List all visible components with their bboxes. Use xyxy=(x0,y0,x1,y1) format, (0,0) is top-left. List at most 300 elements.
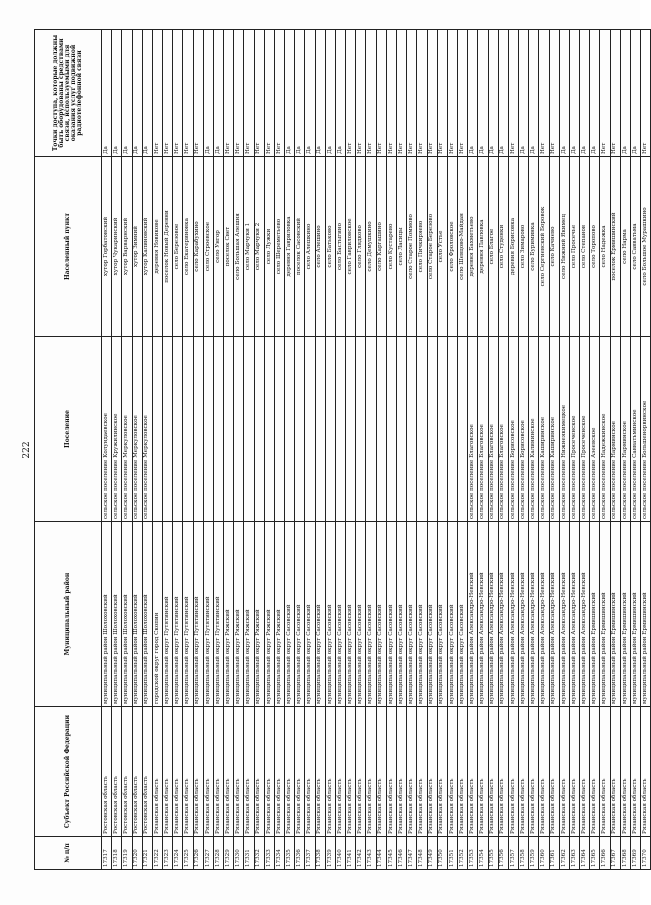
cell-availability: Да xyxy=(580,30,590,157)
cell-locality: деревня Павловка xyxy=(478,157,488,337)
cell-availability: Нет xyxy=(417,30,427,157)
table-row xyxy=(152,30,162,870)
cell-district: муниципальный район Ермишинский xyxy=(590,522,600,707)
cell-subject: Рязанская область xyxy=(600,707,610,837)
cell-settlement: сельское поселение Благовское xyxy=(468,337,478,522)
cell-availability: Да xyxy=(213,30,223,157)
cell-subject: Рязанская область xyxy=(508,707,518,837)
cell-num: 17318 xyxy=(112,837,122,870)
cell-district: муниципальный округ Сасовский xyxy=(427,522,437,707)
cell-district: муниципальный район Шолоховский xyxy=(112,522,122,707)
cell-locality: село Марчуки 2 xyxy=(254,157,264,337)
cell-availability: Нет xyxy=(600,30,610,157)
cell-subject: Рязанская область xyxy=(417,707,427,837)
settlements-table xyxy=(34,29,651,870)
cell-locality: село Глядково xyxy=(356,157,366,337)
cell-subject: Рязанская область xyxy=(234,707,244,837)
table-row xyxy=(620,30,630,870)
cell-locality: село Ласицы xyxy=(396,157,406,337)
cell-num: 17321 xyxy=(142,837,152,870)
table-row xyxy=(356,30,366,870)
table-row xyxy=(580,30,590,870)
cell-settlement: сельское поселение Меркуловское xyxy=(142,337,152,522)
cell-district: муниципальный округ Путятинский xyxy=(203,522,213,707)
cell-locality: поселок Новый Деревни xyxy=(163,157,173,337)
cell-district: муниципальный округ Ряжский xyxy=(224,522,234,707)
cell-district: муниципальный округ Ряжский xyxy=(254,522,264,707)
table-row xyxy=(244,30,254,870)
cell-availability: Да xyxy=(122,30,132,157)
cell-num: 17348 xyxy=(417,837,427,870)
cell-settlement: сельское поселение Борисовское xyxy=(508,337,518,522)
cell-availability: Нет xyxy=(539,30,549,157)
cell-district: муниципальный район Александро-Невский xyxy=(498,522,508,707)
cell-settlement: сельское поселение Каширинское xyxy=(539,337,549,522)
cell-subject: Рязанская область xyxy=(539,707,549,837)
cell-num: 17356 xyxy=(498,837,508,870)
cell-district: муниципальный округ Сасовский xyxy=(305,522,315,707)
cell-district: муниципальный округ Сасовский xyxy=(386,522,396,707)
cell-subject: Рязанская область xyxy=(346,707,356,837)
cell-settlement xyxy=(427,337,437,522)
cell-subject: Рязанская область xyxy=(407,707,417,837)
cell-locality: село Старое Березово xyxy=(427,157,437,337)
cell-locality: село Нижний Якимец xyxy=(559,157,569,337)
cell-locality: село Устье xyxy=(437,157,447,337)
cell-district: муниципальный округ Сасовский xyxy=(396,522,406,707)
cell-availability: Да xyxy=(620,30,630,157)
cell-availability: Да xyxy=(315,30,325,157)
header-availability: Точки доступа, которые должны быть оборудованы средствами связи, используемыми для оказания услуг подвижной радиотелефонной связи xyxy=(35,30,102,157)
cell-district: муниципальный округ Ряжский xyxy=(244,522,254,707)
cell-subject: Рязанская область xyxy=(274,707,284,837)
table-row xyxy=(264,30,274,870)
cell-district: муниципальный округ Путятинский xyxy=(173,522,183,707)
cell-district: муниципальный район Александро-Невский xyxy=(529,522,539,707)
cell-num: 17364 xyxy=(580,837,590,870)
cell-district: муниципальный округ Путятинский xyxy=(183,522,193,707)
table-header-row xyxy=(35,30,102,870)
table-row xyxy=(437,30,447,870)
cell-num: 17333 xyxy=(264,837,274,870)
cell-availability: Нет xyxy=(193,30,203,157)
table-row xyxy=(590,30,600,870)
cell-num: 17317 xyxy=(102,837,112,870)
header-district: Муниципальный район xyxy=(35,522,102,707)
cell-availability: Да xyxy=(590,30,600,157)
cell-district: городской округ город Скопин xyxy=(152,522,162,707)
cell-settlement: сельское поселение Борисовское xyxy=(519,337,529,522)
cell-subject: Рязанская область xyxy=(641,707,651,837)
cell-availability: Нет xyxy=(396,30,406,157)
cell-num: 17367 xyxy=(610,837,620,870)
cell-availability: Да xyxy=(102,30,112,157)
cell-num: 17344 xyxy=(376,837,386,870)
cell-subject: Рязанская область xyxy=(569,707,579,837)
cell-subject: Рязанская область xyxy=(203,707,213,837)
cell-settlement xyxy=(447,337,457,522)
table-row xyxy=(417,30,427,870)
cell-settlement xyxy=(193,337,203,522)
table-row xyxy=(173,30,183,870)
cell-subject: Рязанская область xyxy=(437,707,447,837)
cell-locality: поселок Сасовский xyxy=(295,157,305,337)
cell-settlement xyxy=(173,337,183,522)
cell-settlement xyxy=(315,337,325,522)
cell-num: 17362 xyxy=(559,837,569,870)
table-row xyxy=(335,30,345,870)
table-row xyxy=(102,30,112,870)
cell-subject: Рязанская область xyxy=(620,707,630,837)
cell-num: 17366 xyxy=(600,837,610,870)
cell-num: 17339 xyxy=(325,837,335,870)
cell-num: 17345 xyxy=(386,837,396,870)
cell-availability: Нет xyxy=(386,30,396,157)
cell-locality: село Шереметьево xyxy=(274,157,284,337)
cell-subject: Ростовская область xyxy=(122,707,132,837)
cell-availability: Нет xyxy=(163,30,173,157)
cell-subject: Рязанская область xyxy=(264,707,274,837)
cell-settlement xyxy=(458,337,468,522)
cell-availability: Нет xyxy=(366,30,376,157)
cell-subject: Рязанская область xyxy=(193,707,203,837)
cell-district: муниципальный район Александро-Невский xyxy=(508,522,518,707)
cell-num: 17319 xyxy=(122,837,132,870)
cell-subject: Ростовская область xyxy=(142,707,152,837)
cell-locality: село Каргашино xyxy=(376,157,386,337)
cell-district: муниципальный округ Ряжский xyxy=(234,522,244,707)
cell-locality: село Большая Алешня xyxy=(234,157,244,337)
table-row xyxy=(447,30,457,870)
cell-locality: село Лужки xyxy=(264,157,274,337)
cell-settlement: сельское поселение Благовское xyxy=(498,337,508,522)
cell-availability: Да xyxy=(112,30,122,157)
cell-locality: село Унгор xyxy=(213,157,223,337)
cell-subject: Рязанская область xyxy=(396,707,406,837)
cell-subject: Рязанская область xyxy=(458,707,468,837)
cell-district: муниципальный округ Сасовский xyxy=(356,522,366,707)
cell-subject: Рязанская область xyxy=(468,707,478,837)
cell-availability: Да xyxy=(529,30,539,157)
cell-num: 17341 xyxy=(346,837,356,870)
cell-district: муниципальный округ Сасовский xyxy=(315,522,325,707)
cell-district: муниципальный округ Путятинский xyxy=(163,522,173,707)
table-row xyxy=(325,30,335,870)
cell-locality: село Гавриловское xyxy=(346,157,356,337)
cell-num: 17323 xyxy=(163,837,173,870)
cell-availability: Нет xyxy=(641,30,651,157)
cell-num: 17370 xyxy=(641,837,651,870)
cell-district: муниципальный округ Путятинский xyxy=(193,522,203,707)
cell-subject: Рязанская область xyxy=(356,707,366,837)
cell-subject: Ростовская область xyxy=(102,707,112,837)
cell-availability: Нет xyxy=(437,30,447,157)
cell-settlement: сельское поселение Азеевское xyxy=(590,337,600,522)
cell-subject: Рязанская область xyxy=(559,707,569,837)
cell-availability: Нет xyxy=(234,30,244,157)
cell-locality: село Шевцово-Майдан xyxy=(458,157,468,337)
cell-locality: хутор Чукаринский xyxy=(112,157,122,337)
cell-district: муниципальный район Александро-Невский xyxy=(539,522,549,707)
cell-availability: Нет xyxy=(274,30,284,157)
cell-district: муниципальный округ Путятинский xyxy=(213,522,223,707)
cell-settlement xyxy=(152,337,162,522)
cell-num: 17360 xyxy=(539,837,549,870)
cell-availability: Нет xyxy=(376,30,386,157)
cell-settlement: сельское поселение Нарминское xyxy=(620,337,630,522)
cell-subject: Рязанская область xyxy=(590,707,600,837)
cell-subject: Рязанская область xyxy=(163,707,173,837)
table-row xyxy=(427,30,437,870)
cell-availability: Да xyxy=(630,30,640,157)
cell-num: 17331 xyxy=(244,837,254,870)
header-num: № п/п xyxy=(35,837,102,870)
cell-subject: Рязанская область xyxy=(315,707,325,837)
cell-settlement xyxy=(335,337,345,522)
cell-subject: Ростовская область xyxy=(132,707,142,837)
cell-settlement xyxy=(356,337,366,522)
cell-settlement xyxy=(366,337,376,522)
page-number: 222 xyxy=(22,441,32,459)
cell-district: муниципальный район Ермишинский xyxy=(600,522,610,707)
cell-num: 17337 xyxy=(305,837,315,870)
cell-district: муниципальный округ Сасовский xyxy=(366,522,376,707)
cell-subject: Рязанская область xyxy=(152,707,162,837)
cell-num: 17357 xyxy=(508,837,518,870)
cell-num: 17320 xyxy=(132,837,142,870)
table-row xyxy=(498,30,508,870)
cell-availability: Нет xyxy=(244,30,254,157)
cell-num: 17326 xyxy=(193,837,203,870)
cell-availability: Да xyxy=(325,30,335,157)
cell-settlement: сельское поселение Благовское xyxy=(478,337,488,522)
cell-district: муниципальный район Александро-Невский xyxy=(468,522,478,707)
cell-settlement: сельское поселение Колундаевское xyxy=(102,337,112,522)
cell-settlement: сельское поселение Каширинское xyxy=(549,337,559,522)
cell-subject: Рязанская область xyxy=(549,707,559,837)
cell-subject: Рязанская область xyxy=(610,707,620,837)
table-row xyxy=(305,30,315,870)
cell-subject: Рязанская область xyxy=(173,707,183,837)
cell-availability: Нет xyxy=(508,30,518,157)
cell-num: 17334 xyxy=(274,837,284,870)
cell-district: муниципальный округ Сасовский xyxy=(437,522,447,707)
cell-num: 17342 xyxy=(356,837,366,870)
cell-locality: деревня Гавриловка xyxy=(285,157,295,337)
cell-locality: село Фроловское xyxy=(447,157,457,337)
cell-locality: село Качнево xyxy=(549,157,559,337)
cell-subject: Рязанская область xyxy=(488,707,498,837)
cell-subject: Рязанская область xyxy=(224,707,234,837)
cell-settlement xyxy=(224,337,234,522)
cell-subject: Рязанская область xyxy=(580,707,590,837)
cell-availability: Да xyxy=(498,30,508,157)
cell-district: муниципальный округ Сасовский xyxy=(285,522,295,707)
table-row xyxy=(396,30,406,870)
table-row xyxy=(112,30,122,870)
cell-num: 17335 xyxy=(285,837,295,870)
cell-subject: Рязанская область xyxy=(285,707,295,837)
table-row xyxy=(376,30,386,870)
cell-locality: хутор Калиновский xyxy=(142,157,152,337)
cell-locality: поселок Ермишинский xyxy=(610,157,620,337)
cell-settlement xyxy=(417,337,427,522)
cell-settlement: сельское поселение Савватьминское xyxy=(630,337,640,522)
cell-subject: Рязанская область xyxy=(325,707,335,837)
table-row xyxy=(315,30,325,870)
table-row xyxy=(519,30,529,870)
cell-num: 17365 xyxy=(590,837,600,870)
cell-num: 17368 xyxy=(620,837,630,870)
cell-subject: Рязанская область xyxy=(305,707,315,837)
cell-num: 17355 xyxy=(488,837,498,870)
cell-availability: Да xyxy=(285,30,295,157)
table-row xyxy=(285,30,295,870)
cell-locality: село Марчуки 1 xyxy=(244,157,254,337)
cell-availability: Да xyxy=(488,30,498,157)
table-row xyxy=(346,30,356,870)
cell-settlement xyxy=(285,337,295,522)
cell-settlement: сельское поселение Меркуловское xyxy=(122,337,132,522)
cell-settlement xyxy=(325,337,335,522)
table-row xyxy=(254,30,264,870)
cell-locality: село Демушкино xyxy=(366,157,376,337)
cell-district: муниципальный район Ермишинский xyxy=(610,522,620,707)
cell-locality: село Кустарево xyxy=(386,157,396,337)
cell-settlement xyxy=(183,337,193,522)
cell-district: муниципальный район Александро-Невский xyxy=(549,522,559,707)
table-body xyxy=(102,30,651,870)
cell-settlement xyxy=(386,337,396,522)
rotated-sheet xyxy=(20,30,648,870)
cell-locality: хутор Горбатовский xyxy=(102,157,112,337)
cell-locality: село Благое xyxy=(488,157,498,337)
table-row xyxy=(539,30,549,870)
cell-num: 17329 xyxy=(224,837,234,870)
cell-num: 17325 xyxy=(183,837,193,870)
cell-district: муниципальный округ Ряжский xyxy=(264,522,274,707)
cell-settlement xyxy=(437,337,447,522)
cell-locality: село Большое Мурашкино xyxy=(641,157,651,337)
cell-locality: село Пичкиряево xyxy=(417,157,427,337)
cell-settlement: сельское поселение Нижнеякимецкое xyxy=(559,337,569,522)
table-row xyxy=(183,30,193,870)
cell-locality: село Батьково xyxy=(325,157,335,337)
cell-settlement xyxy=(163,337,173,522)
cell-district: муниципальный район Александро-Невский xyxy=(569,522,579,707)
cell-subject: Рязанская область xyxy=(295,707,305,837)
cell-settlement: сельское поселение Нарминское xyxy=(610,337,620,522)
cell-num: 17353 xyxy=(468,837,478,870)
cell-availability: Да xyxy=(295,30,305,157)
cell-district: муниципальный округ Сасовский xyxy=(417,522,427,707)
cell-num: 17363 xyxy=(569,837,579,870)
table-row xyxy=(132,30,142,870)
header-subject: Субъект Российской Федерации xyxy=(35,707,102,837)
cell-district: муниципальный район Александро-Невский xyxy=(488,522,498,707)
cell-settlement: сельское поселение Просеченское xyxy=(580,337,590,522)
cell-num: 17359 xyxy=(529,837,539,870)
cell-settlement: сельское поселение Меркуловское xyxy=(132,337,142,522)
table-row xyxy=(203,30,213,870)
cell-settlement xyxy=(234,337,244,522)
cell-settlement xyxy=(274,337,284,522)
table-row xyxy=(488,30,498,870)
cell-num: 17350 xyxy=(437,837,447,870)
table-row xyxy=(122,30,132,870)
cell-district: муниципальный район Александро-Невский xyxy=(580,522,590,707)
cell-locality: село Алешино xyxy=(315,157,325,337)
cell-num: 17336 xyxy=(295,837,305,870)
cell-subject: Рязанская область xyxy=(244,707,254,837)
cell-district: муниципальный район Ермишинский xyxy=(630,522,640,707)
cell-locality: село Просечье xyxy=(569,157,579,337)
cell-locality: село Надежка xyxy=(600,157,610,337)
table-row xyxy=(142,30,152,870)
cell-num: 17322 xyxy=(152,837,162,870)
table-row xyxy=(600,30,610,870)
cell-availability: Нет xyxy=(549,30,559,157)
cell-subject: Рязанская область xyxy=(630,707,640,837)
cell-availability: Нет xyxy=(356,30,366,157)
cell-availability: Нет xyxy=(183,30,193,157)
table-row xyxy=(407,30,417,870)
cell-district: муниципальный округ Сасовский xyxy=(295,522,305,707)
cell-settlement xyxy=(213,337,223,522)
cell-district: муниципальный округ Сасовский xyxy=(325,522,335,707)
cell-district: муниципальный район Шолоховский xyxy=(102,522,112,707)
cell-availability: Да xyxy=(478,30,488,157)
cell-num: 17324 xyxy=(173,837,183,870)
cell-district: муниципальный район Александро-Невский xyxy=(519,522,529,707)
cell-district: муниципальный округ Сасовский xyxy=(376,522,386,707)
table-row xyxy=(163,30,173,870)
table-row xyxy=(610,30,620,870)
table-row xyxy=(529,30,539,870)
cell-settlement xyxy=(264,337,274,522)
cell-subject: Рязанская область xyxy=(478,707,488,837)
cell-subject: Рязанская область xyxy=(447,707,457,837)
cell-settlement xyxy=(295,337,305,522)
cell-num: 17369 xyxy=(630,837,640,870)
cell-num: 17358 xyxy=(519,837,529,870)
table-row xyxy=(478,30,488,870)
cell-availability: Нет xyxy=(152,30,162,157)
cell-settlement xyxy=(396,337,406,522)
cell-subject: Рязанская область xyxy=(519,707,529,837)
table-row xyxy=(224,30,234,870)
cell-subject: Рязанская область xyxy=(254,707,264,837)
table-row xyxy=(458,30,468,870)
cell-num: 17338 xyxy=(315,837,325,870)
cell-locality: деревня Новикове xyxy=(152,157,162,337)
cell-settlement xyxy=(244,337,254,522)
cell-availability: Да xyxy=(132,30,142,157)
cell-settlement: сельское поселение Благовское xyxy=(488,337,498,522)
cell-num: 17332 xyxy=(254,837,264,870)
cell-district: муниципальный район Шолоховский xyxy=(132,522,142,707)
cell-num: 17354 xyxy=(478,837,488,870)
cell-num: 17361 xyxy=(549,837,559,870)
table-row xyxy=(630,30,640,870)
cell-settlement xyxy=(254,337,264,522)
cell-locality: хутор Варварнский xyxy=(122,157,132,337)
cell-subject: Рязанская область xyxy=(498,707,508,837)
cell-availability: Да xyxy=(569,30,579,157)
cell-locality: хутор Зимний xyxy=(132,157,142,337)
cell-district: муниципальный округ Сасовский xyxy=(447,522,457,707)
cell-locality: село Сергиевский Боровок xyxy=(539,157,549,337)
